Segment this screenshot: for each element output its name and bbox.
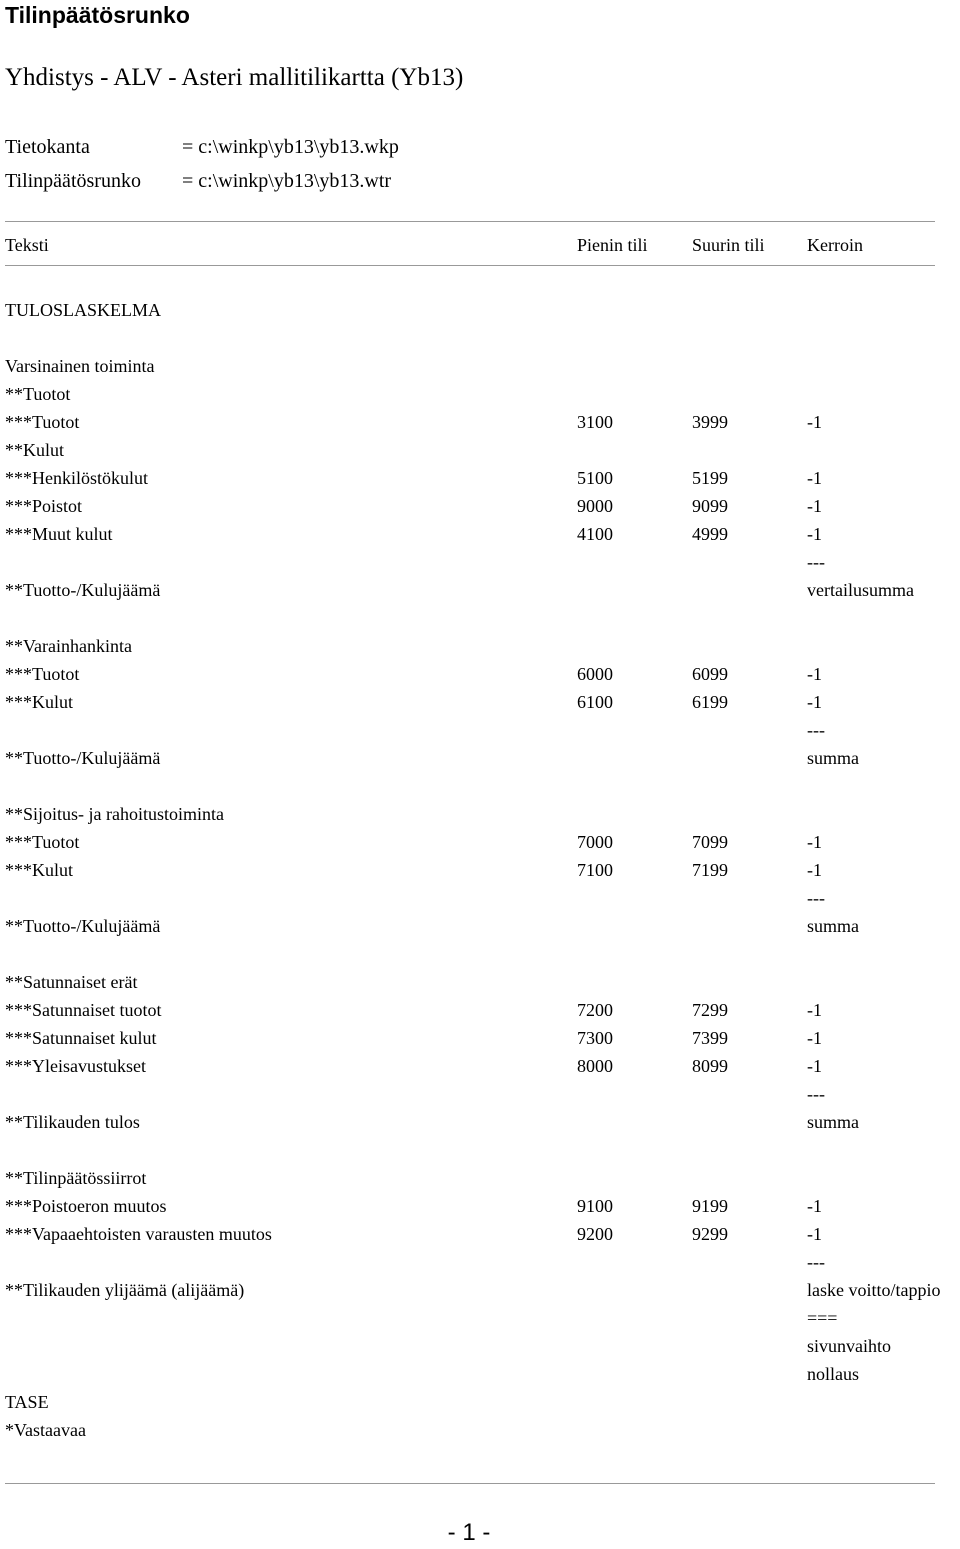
- row-cell-max: 9199: [692, 1196, 728, 1216]
- report-row: [0, 996, 960, 1024]
- row-cell-text: ***Yleisavustukset: [5, 1056, 146, 1076]
- report-row: [0, 520, 960, 548]
- row-cell-text: **Tilikauden tulos: [5, 1112, 140, 1132]
- row-cell-max: 4999: [692, 524, 728, 544]
- report-row: [0, 1108, 960, 1136]
- row-cell-k: vertailusumma: [807, 580, 914, 600]
- row-cell-text: *Vastaavaa: [5, 1420, 86, 1440]
- row-cell-text: ***Henkilöstökulut: [5, 468, 148, 488]
- meta-value: = c:\winkp\yb13\yb13.wtr: [182, 170, 392, 192]
- row-cell-min: 7000: [577, 832, 613, 852]
- report-row: [0, 1416, 960, 1444]
- report-row: [0, 1388, 960, 1416]
- column-header-factor: Kerroin: [807, 235, 863, 255]
- report-row: [0, 1332, 960, 1360]
- row-cell-text: **Satunnaiset erät: [5, 972, 138, 992]
- report-row: [0, 436, 960, 464]
- row-cell-max: 7199: [692, 860, 728, 880]
- row-cell-text: ***Vapaaehtoisten varausten muutos: [5, 1224, 272, 1244]
- row-cell-max: 5199: [692, 468, 728, 488]
- report-row: [0, 548, 960, 576]
- report-row: [0, 464, 960, 492]
- document-subtitle: Yhdistys - ALV - Asteri mallitilikartta (Yb13): [5, 64, 464, 91]
- row-cell-k: summa: [807, 916, 859, 936]
- row-cell-k: ---: [807, 552, 825, 572]
- row-cell-max: 6199: [692, 692, 728, 712]
- report-row: [0, 492, 960, 520]
- report-row: [0, 772, 960, 800]
- row-cell-k: summa: [807, 748, 859, 768]
- meta-database: [5, 133, 399, 161]
- document-title: Tilinpäätösrunko: [5, 2, 190, 28]
- row-cell-k: -1: [807, 524, 822, 544]
- row-cell-text: **Tuotot: [5, 384, 71, 404]
- report-row: [0, 1220, 960, 1248]
- report-row: [0, 856, 960, 884]
- row-cell-k: -1: [807, 1224, 822, 1244]
- report-row: [0, 1276, 960, 1304]
- row-cell-min: 6000: [577, 664, 613, 684]
- report-row: [0, 828, 960, 856]
- row-cell-min: 9000: [577, 496, 613, 516]
- row-cell-k: ---: [807, 720, 825, 740]
- row-cell-text: **Kulut: [5, 440, 65, 460]
- column-header-min: Pienin tili: [577, 235, 648, 255]
- row-cell-k: -1: [807, 496, 822, 516]
- row-cell-k: ---: [807, 1252, 825, 1272]
- row-cell-max: 8099: [692, 1056, 728, 1076]
- report-row: [0, 1136, 960, 1164]
- row-cell-min: 9100: [577, 1196, 613, 1216]
- row-cell-max: 9299: [692, 1224, 728, 1244]
- row-cell-k: -1: [807, 1028, 822, 1048]
- meta-label: Tilinpäätösrunko: [5, 170, 141, 192]
- row-cell-k: -1: [807, 1000, 822, 1020]
- row-cell-text: **Varainhankinta: [5, 636, 132, 656]
- report-row: [0, 940, 960, 968]
- meta-label: Tietokanta: [5, 136, 90, 158]
- row-cell-text: ***Tuotot: [5, 832, 80, 852]
- report-row: [0, 408, 960, 436]
- report-row: [0, 1024, 960, 1052]
- row-cell-text: **Tuotto-/Kulujäämä: [5, 748, 161, 768]
- row-cell-k: -1: [807, 1056, 822, 1076]
- report-row: [0, 1052, 960, 1080]
- row-cell-k: -1: [807, 664, 822, 684]
- row-cell-max: 6099: [692, 664, 728, 684]
- row-cell-text: **Tilikauden ylijäämä (alijäämä): [5, 1280, 245, 1300]
- row-cell-k: -1: [807, 468, 822, 488]
- row-cell-text: ***Tuotot: [5, 664, 80, 684]
- report-row: [0, 744, 960, 772]
- report-row: [0, 380, 960, 408]
- meta-value: = c:\winkp\yb13\yb13.wkp: [182, 136, 399, 158]
- row-cell-k: ===: [807, 1308, 838, 1328]
- header-rule-top: [5, 221, 935, 222]
- row-cell-k: summa: [807, 1112, 859, 1132]
- report-row: [0, 660, 960, 688]
- header-rule-bottom: [5, 265, 935, 266]
- row-cell-text: ***Kulut: [5, 860, 74, 880]
- row-cell-text: **Tilinpäätössiirrot: [5, 1168, 147, 1188]
- row-cell-text: TASE: [5, 1392, 49, 1412]
- report-row: [0, 912, 960, 940]
- report-row: [0, 688, 960, 716]
- row-cell-text: ***Tuotot: [5, 412, 80, 432]
- report-row: [0, 1248, 960, 1276]
- row-cell-k: -1: [807, 1196, 822, 1216]
- row-cell-max: 7299: [692, 1000, 728, 1020]
- report-row: [0, 1192, 960, 1220]
- row-cell-k: -1: [807, 412, 822, 432]
- row-cell-k: -1: [807, 832, 822, 852]
- row-cell-k: ---: [807, 1084, 825, 1104]
- report-row: [0, 1304, 960, 1332]
- row-cell-min: 7100: [577, 860, 613, 880]
- row-cell-max: 7099: [692, 832, 728, 852]
- report-row: [0, 716, 960, 744]
- report-row: [0, 604, 960, 632]
- row-cell-text: ***Poistot: [5, 496, 83, 516]
- row-cell-min: 5100: [577, 468, 613, 488]
- row-cell-k: nollaus: [807, 1364, 859, 1384]
- row-cell-text: TULOSLASKELMA: [5, 300, 161, 320]
- row-cell-text: Varsinainen toiminta: [5, 356, 155, 376]
- report-row: [0, 884, 960, 912]
- report-row: [0, 324, 960, 352]
- report-row: [0, 352, 960, 380]
- row-cell-k: -1: [807, 692, 822, 712]
- row-cell-max: 3999: [692, 412, 728, 432]
- row-cell-min: 6100: [577, 692, 613, 712]
- report-row: [0, 800, 960, 828]
- row-cell-text: ***Muut kulut: [5, 524, 113, 544]
- report-row: [0, 1360, 960, 1388]
- row-cell-text: **Tuotto-/Kulujäämä: [5, 580, 161, 600]
- row-cell-min: 7300: [577, 1028, 613, 1048]
- row-cell-text: **Sijoitus- ja rahoitustoiminta: [5, 804, 224, 824]
- row-cell-text: ***Kulut: [5, 692, 74, 712]
- row-cell-text: ***Satunnaiset kulut: [5, 1028, 157, 1048]
- row-cell-text: **Tuotto-/Kulujäämä: [5, 916, 161, 936]
- row-cell-k: -1: [807, 860, 822, 880]
- row-cell-max: 7399: [692, 1028, 728, 1048]
- report-row: [0, 1080, 960, 1108]
- row-cell-min: 9200: [577, 1224, 613, 1244]
- row-cell-min: 8000: [577, 1056, 613, 1076]
- report-row: [0, 296, 960, 324]
- footer-rule: [5, 1483, 935, 1484]
- row-cell-text: ***Poistoeron muutos: [5, 1196, 167, 1216]
- row-cell-text: ***Satunnaiset tuotot: [5, 1000, 162, 1020]
- row-cell-k: laske voitto/tappio: [807, 1280, 941, 1300]
- report-row: [0, 632, 960, 660]
- report-row: [0, 968, 960, 996]
- column-header-text: Teksti: [5, 235, 49, 255]
- meta-template: [5, 167, 391, 195]
- report-row: [0, 1164, 960, 1192]
- row-cell-min: 7200: [577, 1000, 613, 1020]
- row-cell-k: ---: [807, 888, 825, 908]
- column-header-max: Suurin tili: [692, 235, 765, 255]
- report-row: [0, 576, 960, 604]
- row-cell-min: 3100: [577, 412, 613, 432]
- row-cell-k: sivunvaihto: [807, 1336, 891, 1356]
- page-number: - 1 -: [447, 1519, 491, 1546]
- row-cell-min: 4100: [577, 524, 613, 544]
- row-cell-max: 9099: [692, 496, 728, 516]
